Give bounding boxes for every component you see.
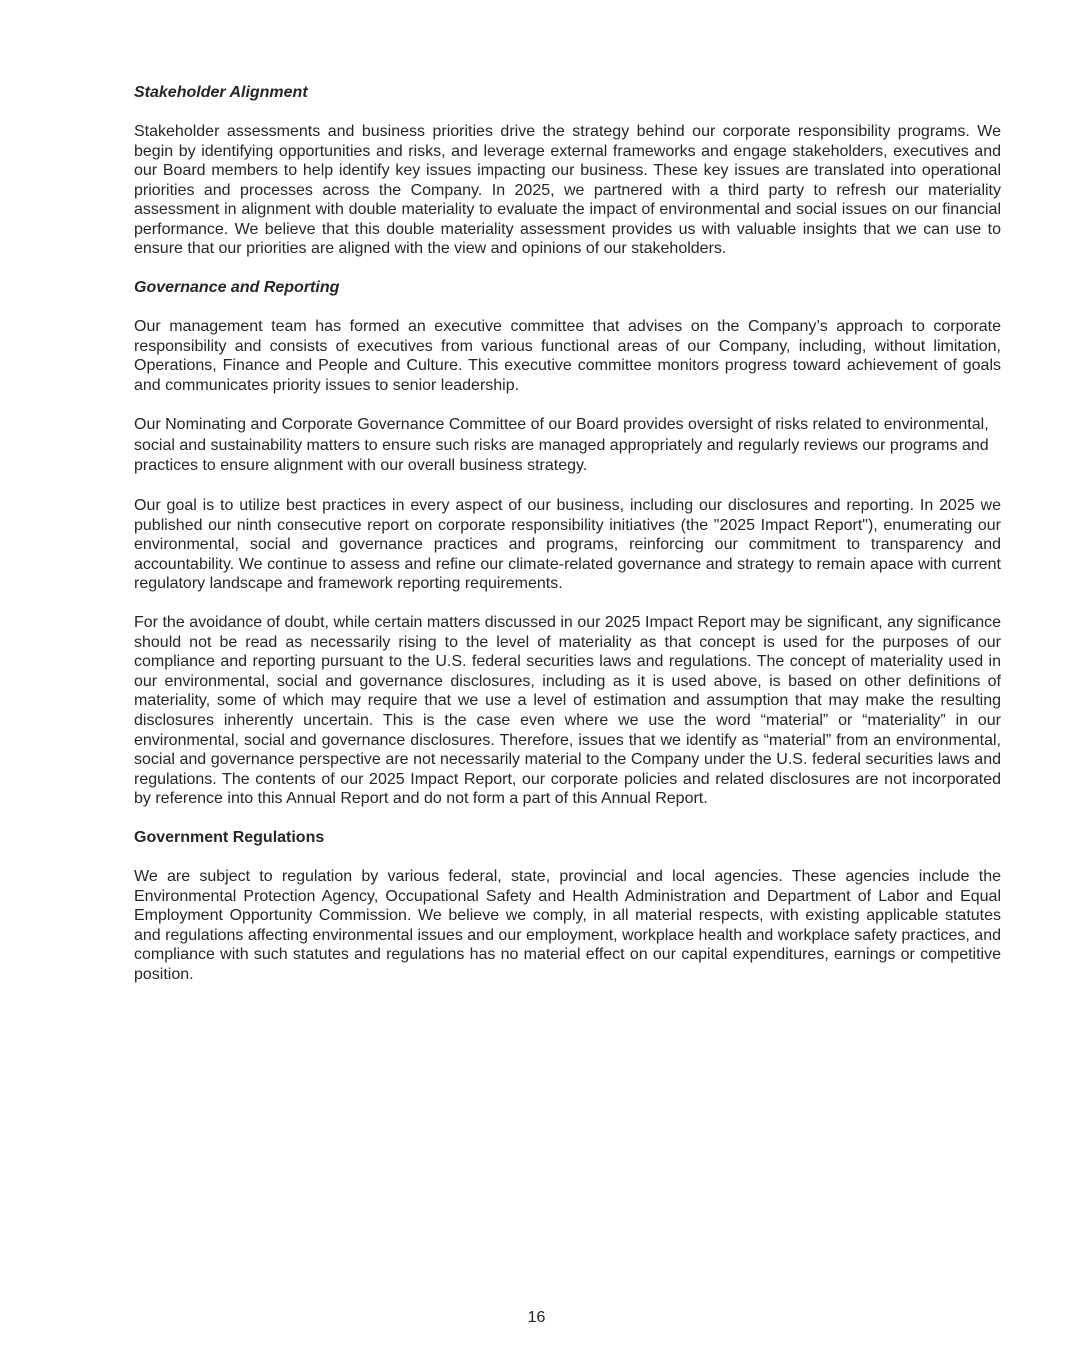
paragraph-executive-committee: Our management team has formed an executive committee that advises on the Company’s approach to corporate responsibility and consists of executives from various functional areas of our Company, including, without limitation, Operations, Finance and People and Culture. This executive committee monitors progress toward achievement of goals and communicates priority issues to senior leadership. bbox=[134, 318, 1001, 394]
paragraph-stakeholder-alignment: Stakeholder assessments and business priorities drive the strategy behind our corporate responsibility programs. We begin by identifying opportunities and risks, and leverage external frameworks and engage stakeholders, executives and our Board members to help identify key issues impacting our business. These key issues are translated into operational priorities and processes across the Company. In 2025, we partnered with a third party to refresh our materiality assessment in alignment with double materiality to evaluate the impact of environmental and social issues on our financial performance. We believe that this double materiality assessment provides us with valuable insights that we can use to ensure that our priorities are aligned with the view and opinions of our stakeholders. bbox=[134, 123, 1001, 258]
section-heading-stakeholder-alignment: Stakeholder Alignment bbox=[134, 84, 308, 101]
page-number: 16 bbox=[527, 1309, 546, 1326]
section-heading-government-regulations: Government Regulations bbox=[134, 829, 325, 847]
paragraph-materiality-disclaimer: For the avoidance of doubt, while certain matters discussed in our 2025 Impact Report may be significant, any significance should not be read as necessarily rising to the level of materiality as that concept is used for the purposes of our compliance and reporting pursuant to the U.S. federal securities laws and regulations. The concept of materiality used in our environmental, social and governance disclosures, including as it is used above, is based on other definitions of materiality, some of which may require that we use a level of estimation and assumption that may make the resulting disclosures inherently uncertain. This is the case even where we use the word “material” or “materiality” in our environmental, social and governance disclosures. Therefore, issues that we identify as “material” from an environmental, social and governance perspective are not necessarily material to the Company under the U.S. federal securities laws and regulations. The contents of our 2025 Impact Report, our corporate policies and related disclosures are not incorporated by reference into this Annual Report and do not form a part of this Annual Report. bbox=[134, 614, 1001, 808]
paragraph-nominating-committee: Our Nominating and Corporate Governance Committee of our Board provides oversight of risks related to environmental, social and sustainability matters to ensure such risks are managed appropriately and regularly reviews our programs and practices to ensure alignment with our overall business strategy. bbox=[134, 416, 989, 475]
paragraph-impact-report: Our goal is to utilize best practices in every aspect of our business, including our disclosures and reporting. In 2025 we published our ninth consecutive report on corporate responsibility initiatives (the "2025 Impact Report"), enumerating our environmental, social and governance practices and programs, reinforcing our commitment to transparency and accountability. We continue to assess and refine our climate-related governance and strategy to remain apace with current regulatory landscape and framework reporting requirements. bbox=[134, 497, 1001, 593]
document-page bbox=[134, 83, 1001, 1004]
paragraph-government-regulations: We are subject to regulation by various federal, state, provincial and local agencies. These agencies include the Environmental Protection Agency, Occupational Safety and Health Administration and Department of Labor and Equal Employment Opportunity Commission. We believe we comply, in all material respects, with existing applicable statutes and regulations affecting environmental issues and our employment, workplace health and workplace safety practices, and compliance with such statutes and regulations has no material effect on our capital expenditures, earnings or competitive position. bbox=[134, 868, 1001, 983]
section-heading-governance-and-reporting: Governance and Reporting bbox=[134, 279, 340, 297]
